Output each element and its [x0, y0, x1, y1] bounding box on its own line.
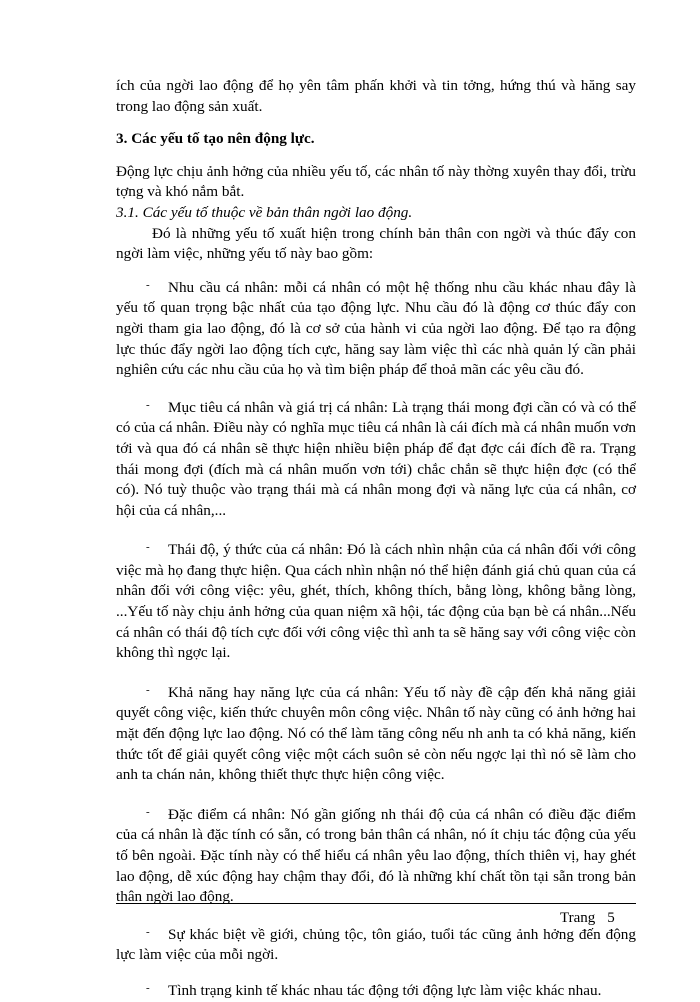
bullet-item [116, 802, 636, 908]
bullet-text: Khả năng hay năng lực của cá nhân: Yếu tố này đề cập đến khả năng giải quyết công việc, kiến thức chuyên môn công việc. Nhân tố này cũng có ảnh hởng hai mặt đến động lực lao động. Nó có thể làm tăng công nếu nh anh ta có khả năng, kiến thức tốt để giải quyết công việc một cách suôn sẻ còn nếu ngợc lại thì nó sẽ làm cho anh ta chán nản, không thiết thực thực hiện công việc. [116, 683, 636, 784]
bullet-text: Sự khác biệt về giới, chủng tộc, tôn giáo, tuổi tác cũng ảnh hởng đến động lực làm việc của mỗi ngời. [116, 925, 636, 964]
bullet-mark: - [146, 683, 150, 696]
bullet-text: Đặc điểm cá nhân: Nó gần giống nh thái độ của cá nhân có điều đặc điểm của cá nhân là đặc tính có sẵn, có trong bản thân cá nhân, nó ít chịu tác động của yếu tố bên ngoài. Đặc tính này có thể hiểu cá nhân yêu lao động, thích thiên vị, hay ghét lao động, dễ xúc động hay chậm thay đổi, đó là những khí chất tồn tại sẵn trong bản thân ngời lao động. [116, 805, 636, 906]
bullet-text: Tình trạng kinh tế khác nhau tác động tới động lực làm việc khác nhau. [168, 981, 602, 999]
bullet-mark: - [146, 805, 150, 818]
bullet-item [116, 537, 636, 664]
subsection-intro: Đó là những yếu tố xuất hiện trong chính bản thân con ngời và thúc đẩy con ngời làm việc, những yếu tố này bao gồm: [116, 224, 636, 263]
bullet-item [116, 922, 636, 966]
bullet-text: Mục tiêu cá nhân và giá trị cá nhân: Là trạng thái mong đợi cần có và có thể có của cá nhân. Điều này có nghĩa mục tiêu cá nhân là cái đích mà cá nhân muốn vơn tới và qua đó cá nhân sẽ thực hiện nhiều biện pháp để đạt đợc cái đích đề ra. Trạng thái mong đợi (đích mà cá nhân muốn vơn tới) chắc chắn sẽ thực hiện đợc (có thể có). Nó tuỳ thuộc vào trạng thái mà cá nhân mong đợi và năng lực của cá nhân, cơ hội của cá nhân,... [116, 398, 636, 519]
bullet-item [116, 978, 636, 1002]
bullet-mark: - [146, 981, 150, 994]
bullet-mark: - [146, 398, 150, 411]
section-intro: Động lực chịu ảnh hởng của nhiều yếu tố, các nhân tố này thờng xuyên thay đổi, trừu tợng và khó nắm bắt. [116, 162, 636, 201]
bullet-mark: - [146, 541, 150, 554]
bullet-item [116, 275, 636, 381]
section-heading: 3. Các yếu tố tạo nên động lực. [116, 130, 315, 148]
page-number: 5 [607, 910, 615, 926]
page-footer [560, 908, 615, 929]
bullet-mark: - [146, 925, 150, 938]
bullet-text: Nhu cầu cá nhân: mỗi cá nhân có một hệ thống nhu cầu khác nhau đây là yếu tố quan trọng bậc nhất của tạo động lực. Nhu cầu đó là động cơ thúc đẩy con ngời tham gia lao động, đó là cơ sở của hành vi của ngời lao động. Để tạo ra động lực thúc đẩy ngời lao động tích cực, hăng say làm việc thì các nhà quản lý cần phải nghiên cứu các nhu cầu của họ và tìm biện pháp để thoả mãn các yêu cầu đó. [116, 278, 636, 379]
bullet-item [116, 395, 636, 522]
bullet-mark: - [146, 278, 150, 291]
subsection-heading: 3.1. Các yếu tố thuộc về bản thân ngời lao động. [116, 203, 413, 221]
bullet-item [116, 680, 636, 786]
bullet-text: Thái độ, ý thức của cá nhân: Đó là cách nhìn nhận của cá nhân đối với công việc mà họ đang thực hiện. Qua cách nhìn nhận nó thể hiện đánh giá chủ quan của cá nhân đối với công việc: yêu, ghét, thích, không thích, bằng lòng, không bằng lòng, ...Yếu tố này chịu ảnh hởng của quan niệm xã hội, tác động của bạn bè cá nhân...Nếu cá nhân có thái độ tích cực đối với công việc thì anh ta sẽ hăng say với công việc còn không thì ngợc lại. [116, 541, 636, 662]
document-page [116, 76, 636, 1002]
intro-continuation: ích của ngời lao động để họ yên tâm phấn khởi và tin tởng, hứng thú và hăng say trong lao động sản xuất. [116, 77, 636, 115]
page-label: Trang [560, 910, 596, 926]
footer-divider [116, 903, 636, 904]
